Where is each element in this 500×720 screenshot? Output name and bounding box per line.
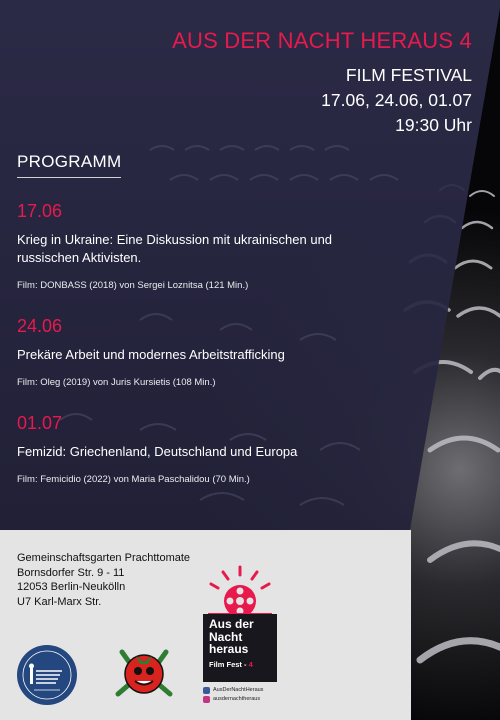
facebook-handle: AusDerNachtHeraus (213, 687, 264, 693)
social-links (203, 686, 263, 704)
logo-line-2: Nacht (209, 629, 243, 644)
festival-logo-box (203, 614, 277, 682)
program-date: 17.06 (17, 201, 63, 221)
festival-dates: 17.06, 24.06, 01.07 (321, 90, 472, 110)
facebook-link[interactable] (203, 686, 263, 695)
program-topic: Prekäre Arbeit und modernes Arbeitstrafficking (17, 347, 285, 362)
program-film: Film: DONBASS (2018) von Sergei Loznitsa (121 Min.) (17, 280, 249, 291)
logo-line-1: Aus der (209, 617, 254, 631)
venue-transit: U7 Karl-Marx Str. (17, 595, 102, 608)
program-date: 24.06 (17, 316, 63, 336)
festival-title: AUS DER NACHT HERAUS 4 (172, 28, 472, 53)
program-entry-1 (17, 201, 362, 291)
instagram-link[interactable] (203, 695, 263, 704)
instagram-handle: ausdernachtheraus (213, 696, 261, 702)
programm-heading: PROGRAMM (17, 152, 121, 178)
program-film: Film: Femicidio (2022) von Maria Paschalidou (70 Min.) (17, 474, 250, 485)
venue-name: Gemeinschaftsgarten Prachttomate (17, 552, 191, 564)
venue-street: Bornsdorfer Str. 9 - 11 (17, 566, 125, 579)
program-entry-2 (17, 316, 362, 388)
festival-time: 19:30 Uhr (395, 115, 472, 135)
film-reel-icon (200, 563, 280, 618)
program-topic: Krieg in Ukraine: Eine Diskussion mit ukrainischen und russischen Aktivisten. (17, 232, 333, 265)
logo-line-3: heraus (209, 642, 249, 656)
program-topic: Femizid: Griechenland, Deutschland und Europa (17, 444, 298, 459)
festival-header (172, 28, 472, 138)
venue-city: 12053 Berlin-Neukölln (17, 581, 126, 593)
program-date: 01.07 (17, 413, 63, 433)
tomato-mascot-icon (108, 636, 180, 708)
logo-tag-prefix: Film Fest - (209, 659, 249, 669)
festival-subtitle: FILM FESTIVAL (345, 65, 472, 85)
program-entry-3 (17, 413, 362, 485)
venue-address (17, 551, 190, 609)
facebook-icon (203, 687, 210, 694)
logo-tag-number: 4 (248, 659, 253, 669)
hellenic-community-logo (16, 644, 78, 706)
program-film: Film: Oleg (2019) von Juris Kursietis (108 Min.) (17, 377, 216, 388)
logo-tagline (209, 660, 271, 669)
instagram-icon (203, 696, 210, 703)
